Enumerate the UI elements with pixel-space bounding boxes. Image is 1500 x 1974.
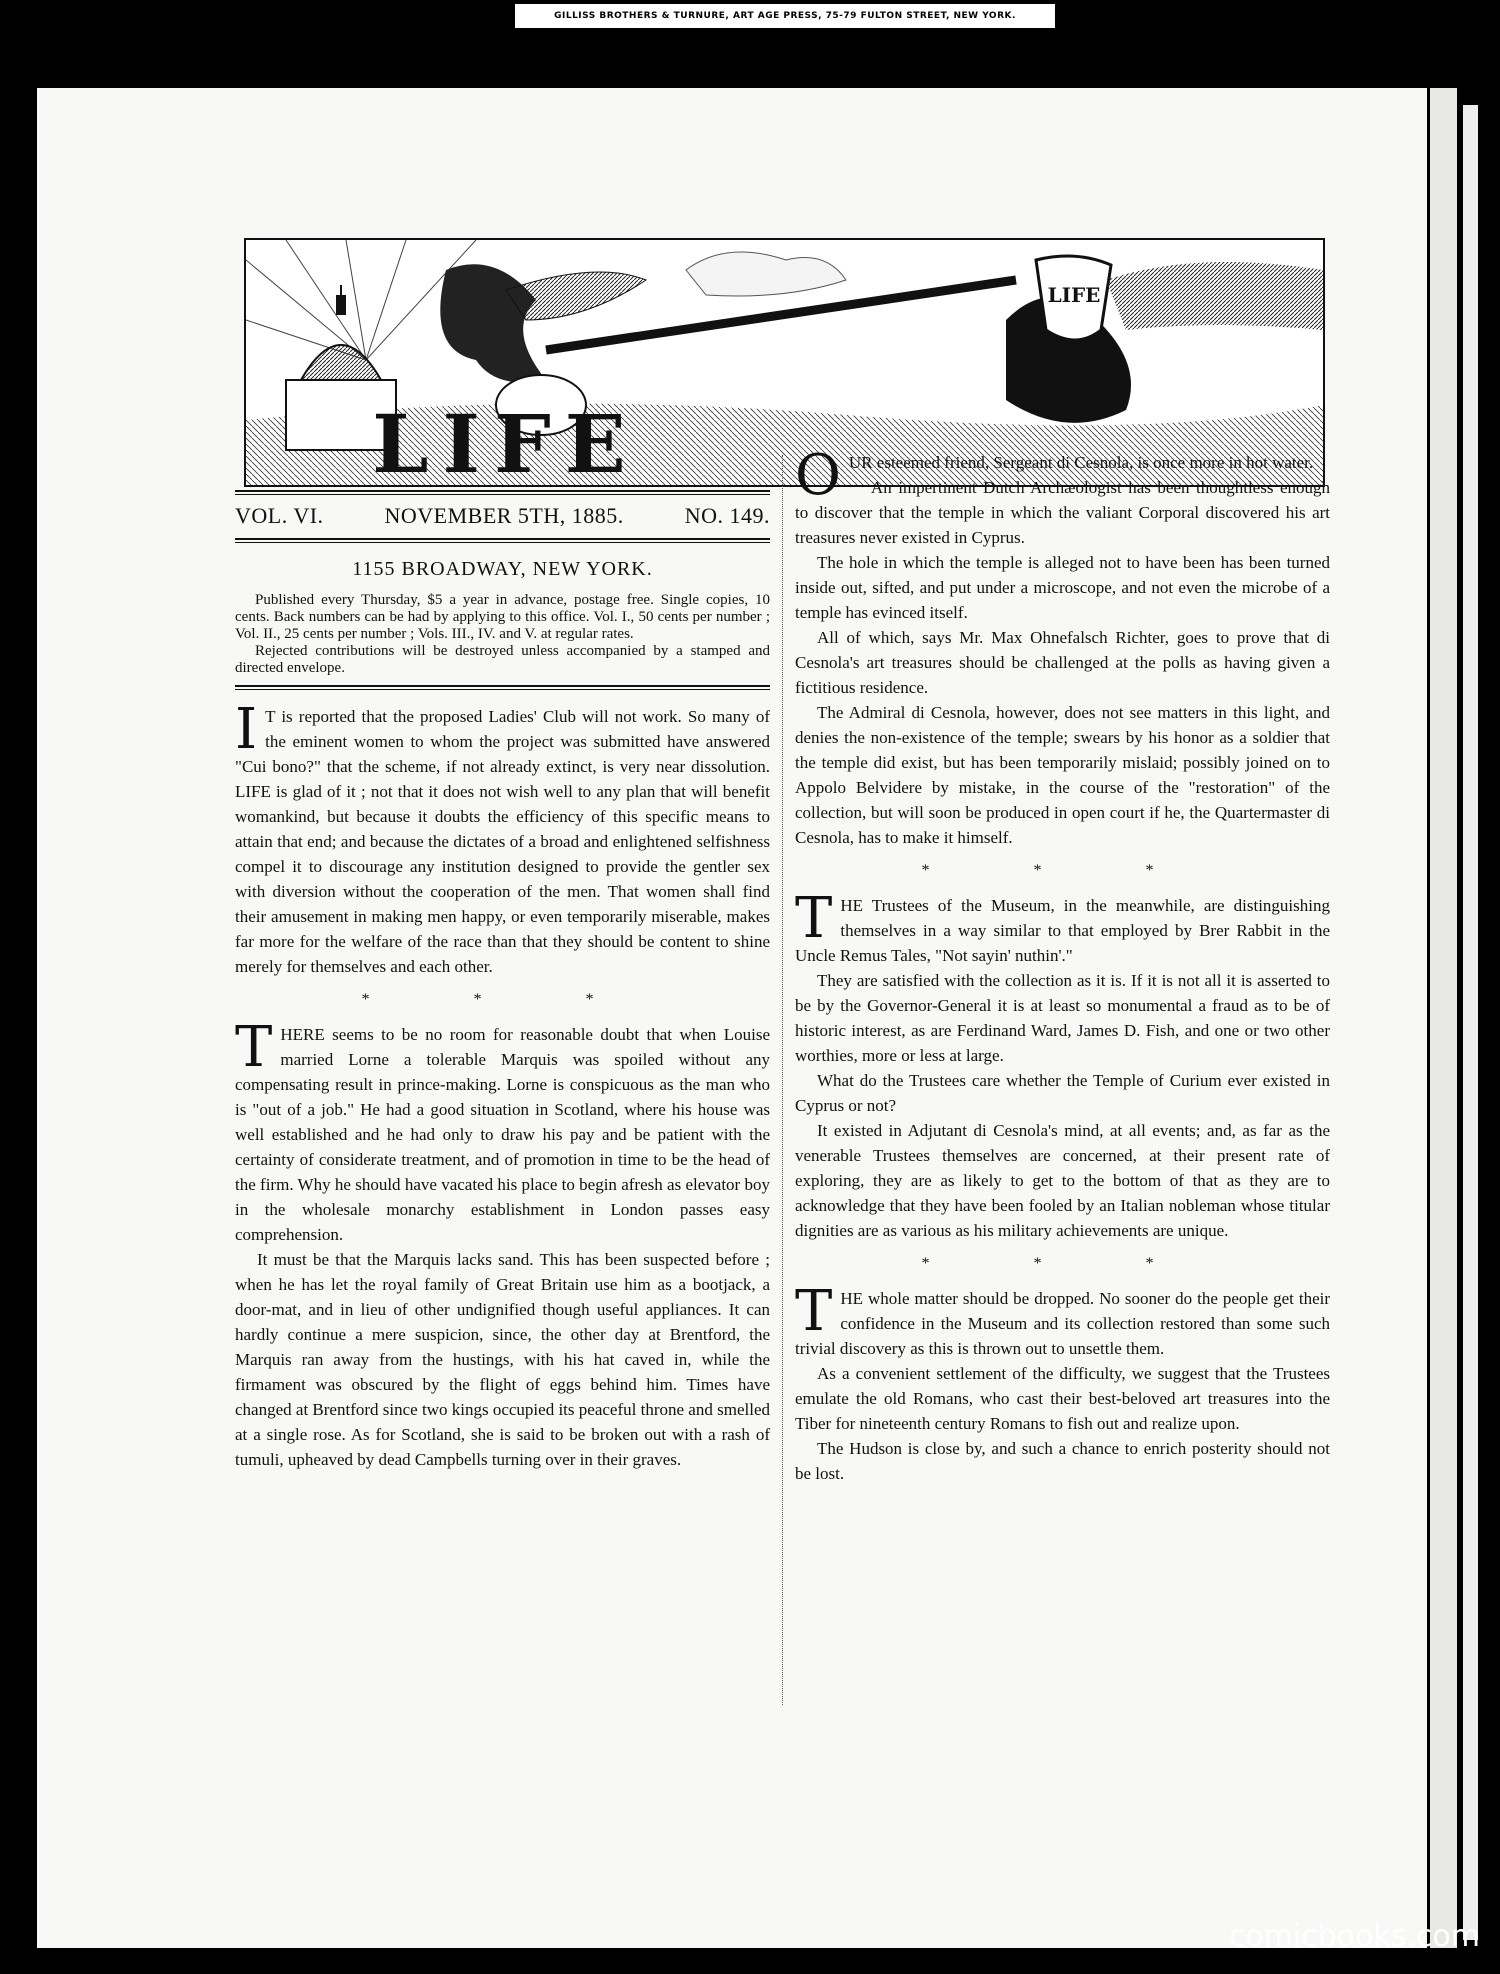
article-paragraph: It must be that the Marquis lacks sand. This has been suspected before ; when he has let the royal family of Great Britain use him as a bootjack, a door-mat, and in lieu of other undignified though useful appliances. It can hardly continue a mere suspicion, since, the other day at Brentford, the Marquis ran away from the hustings, with his hat caved in, while the firmament was obscured by the flight of eggs behind him. Times have changed at Brentford since two kings occupied its peaceful throne and smelled at a single rose. As for Scotland, she is said to be broken out with a rash of tumuli, upheaved by dead Campbells turning over in their graves. bbox=[235, 1250, 770, 1469]
article-paragraph: The Admiral di Cesnola, however, does not see matters in this light, and denies the non-existence of the temple; swears by his honor as a soldier that the temple did exist, but has been temporarily mislaid; possibly joined on to Appolo Belvidere by mistake, in the course of the "restoration" of the collection, but will soon be produced in open court if he, the Quartermaster di Cesnola, has to make it himself. bbox=[795, 703, 1330, 847]
article-cesnola bbox=[795, 443, 1330, 850]
article-text: HE whole matter should be dropped. No sooner do the people get their confidence in the Museum and its collection restored than some such trivial discovery as this is thrown out to unsettle them. bbox=[795, 1289, 1330, 1358]
dropcap: O bbox=[795, 443, 841, 508]
dropcap: T bbox=[795, 1279, 833, 1344]
dropcap: T bbox=[795, 886, 833, 951]
section-separator: * * * bbox=[361, 991, 644, 1008]
article-paragraph: The Hudson is close by, and such a chance to enrich posterity should not be lost. bbox=[795, 1439, 1330, 1483]
column-divider bbox=[782, 455, 783, 1705]
article-trustees bbox=[795, 886, 1330, 1243]
next-page-sliver bbox=[1463, 105, 1478, 1940]
rule bbox=[235, 538, 770, 543]
article-paragraph: All of which, says Mr. Max Ohnefalsch Richter, goes to prove that di Cesnola's art treasures should be challenged at the polls as having given a fictitious residence. bbox=[795, 628, 1330, 697]
article-paragraph: An impertinent Dutch Archæologist has been thoughtless enough to discover that the temple in which the valiant Corporal discovered his art treasures never existed in Cyprus. bbox=[795, 478, 1330, 547]
masthead-title: LIFE bbox=[372, 397, 640, 485]
dropcap: T bbox=[235, 1015, 273, 1080]
printer-credit: GILLISS BROTHERS & TURNURE, ART AGE PRESS, 75-79 FULTON STREET, NEW YORK. bbox=[515, 4, 1055, 28]
issue-line bbox=[235, 495, 770, 538]
article-text: T is reported that the proposed Ladies' Club will not work. So many of the eminent women to whom the project was submitted have answered "Cui bono?" that the scheme, if not already extinct, is very near dissolution. LIFE is glad of it ; not that it does not wish well to any plan that will benefit womankind, but because it doubts the efficiency of this specific means to attain that end; and because the dictates of a broad and enlightened selfishness compel it to discourage any institution designed to provide the gentler sex with diversion without the cooperation of the men. That women shall find their amusement in making men happy, or even temporarily miserable, makes far more for the welfare of the race than that they should be content to shine merely for themselves and each other. bbox=[235, 707, 770, 976]
volume: VOL. VI. bbox=[235, 503, 324, 528]
watermark: comicbooks.com bbox=[1228, 1919, 1480, 1954]
page-edge bbox=[1427, 88, 1460, 1948]
svg-text:LIFE: LIFE bbox=[1047, 283, 1101, 307]
article-paragraph: What do the Trustees care whether the Temple of Curium ever existed in Cyprus or not? bbox=[795, 1071, 1330, 1115]
publication-info bbox=[235, 592, 770, 677]
article-paragraph: As a convenient settlement of the difficulty, we suggest that the Trustees emulate the old Romans, who cast their best-beloved art treasures into the Tiber for nineteenth century Romans to fish out and realize upon. bbox=[795, 1364, 1330, 1433]
masthead-art bbox=[246, 240, 1323, 485]
issue-date: NOVEMBER 5TH, 1885. bbox=[384, 503, 624, 528]
pubinfo-line1: Published every Thursday, $5 a year in advance, postage free. Single copies, 10 cents. Back numbers can be had by applying to this office. Vol. I., 50 cents per number ; Vol. II., 25 cents per number ; Vols. III., IV. and V. at regular rates. bbox=[235, 592, 770, 642]
dropcap: I bbox=[235, 697, 258, 762]
address: 1155 BROADWAY, NEW YORK. bbox=[352, 558, 653, 580]
article-ladies-club bbox=[235, 697, 770, 979]
right-column bbox=[795, 443, 1330, 1486]
article-paragraph: They are satisfied with the collection as it is. If it is not all it is asserted to be by the Governor-General it is at least so monumental a fraud as to be of historic interest, as are Ferdinand Ward, James D. Fish, and one or two other worthies, more or less at large. bbox=[795, 971, 1330, 1065]
article-lorne bbox=[235, 1015, 770, 1472]
article-whole-matter bbox=[795, 1279, 1330, 1486]
section-separator: * * * bbox=[921, 862, 1204, 879]
pubinfo-line2: Rejected contributions will be destroyed unless accompanied by a stamped and directed envelope. bbox=[235, 643, 770, 676]
article-text: HERE seems to be no room for reasonable doubt that when Louise married Lorne a tolerable Marquis was spoiled without any compensating result in prince-making. Lorne is conspicuous as the man who is "out of a job." He had a good situation in Scotland, where his house was well established and he had only to draw his pay and be patient with the certainty of considerate treatment, and of promotion in time to be the head of the firm. Why he should have vacated his place to begin afresh as elevator boy in the wholesale monarchy establishment in London passes easy comprehension. bbox=[235, 1025, 770, 1244]
article-text: UR esteemed friend, Sergeant di Cesnola, is once more in hot water. bbox=[848, 453, 1314, 472]
article-text: HE Trustees of the Museum, in the meanwhile, are distinguishing themselves in a way similar to that employed by Brer Rabbit in the Uncle Remus Tales, "Not sayin' nuthin'." bbox=[795, 896, 1330, 965]
left-column bbox=[235, 490, 770, 1472]
section-separator: * * * bbox=[921, 1255, 1204, 1272]
issue-number: NO. 149. bbox=[684, 503, 770, 528]
article-paragraph: The hole in which the temple is alleged not to have been has been turned inside out, sifted, and put under a microscope, and not even the microbe of a temple has evinced itself. bbox=[795, 553, 1330, 622]
article-paragraph: It existed in Adjutant di Cesnola's mind, at all events; and, as far as the venerable Trustees themselves are concerned, at their present rate of exploring, they are as likely to get to the bottom of that as they are to acknowledge that they have been fooled by an Italian nobleman whose titular dignities are as various as his military achievements are unique. bbox=[795, 1121, 1330, 1240]
